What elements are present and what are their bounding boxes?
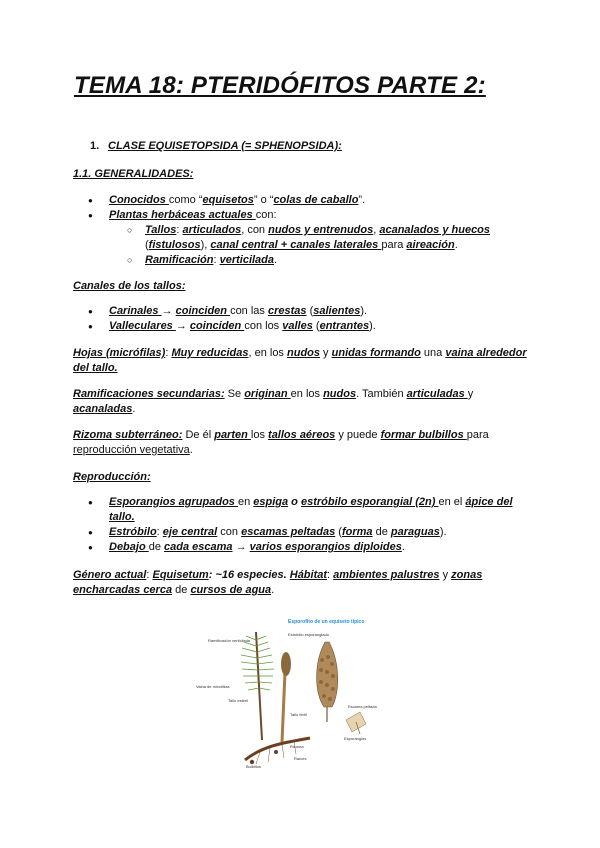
text-run: ( — [145, 239, 149, 251]
rizoma-paragraph — [73, 428, 528, 458]
text-run: para — [466, 429, 489, 441]
text-run: → — [175, 320, 190, 332]
section-number: 1. — [90, 140, 100, 152]
text-run: Carinales — [109, 305, 162, 317]
text-run: Esporangios agrupados — [109, 496, 238, 508]
text-run: . — [189, 444, 193, 456]
text-run: , — [373, 224, 380, 236]
text-run: canal central + canales laterales — [210, 239, 382, 251]
text-run: ). — [369, 320, 376, 332]
text-run: entrantes — [319, 320, 370, 332]
text-run: , en los — [248, 347, 287, 359]
text-run: De él — [182, 429, 215, 441]
text-run: eje central — [162, 526, 218, 538]
text-run: de — [148, 541, 165, 553]
text-run: ( — [335, 526, 342, 538]
text-run: Valleculares — [109, 320, 176, 332]
text-run: con — [217, 526, 242, 538]
label-tallo-fertil: Tallo fértil — [290, 712, 307, 717]
text-run: Rizoma subterráneo: — [73, 429, 183, 441]
label-vaina: Vaina de micrófilas — [196, 684, 230, 689]
subsection-heading: 1.1. GENERALIDADES: — [73, 168, 194, 180]
ramificaciones-paragraph — [73, 387, 528, 417]
sub-list-item — [109, 253, 528, 268]
label-estrobilo: Estróbilo esporangiado — [288, 632, 329, 637]
text-run: para — [381, 239, 407, 251]
list-item — [73, 495, 528, 525]
text-run: → — [161, 305, 176, 317]
strobilus-detail — [317, 642, 338, 722]
text-run: fistulosos — [148, 239, 201, 251]
list-item — [73, 540, 528, 555]
genero-paragraph — [73, 568, 528, 598]
text-run: crestas — [267, 305, 307, 317]
text-run: Plantas herbáceas actuales — [109, 209, 256, 221]
text-run: de — [172, 584, 191, 596]
page-title: TEMA 18: PTERIDÓFITOS PARTE 2: — [74, 72, 486, 99]
text-run: reproducción vegetativa — [73, 444, 190, 456]
sterile-stem — [241, 632, 274, 740]
section-heading — [90, 140, 342, 152]
text-run: y puede — [335, 429, 381, 441]
text-run: ambientes palustres — [333, 569, 440, 581]
text-run: Hojas (micrófilas) — [73, 347, 166, 359]
label-raices: Raíces — [294, 756, 307, 761]
label-esporangios: Esporangios — [344, 736, 367, 741]
text-run: ). — [360, 305, 368, 317]
text-run: parten — [214, 429, 251, 441]
label-tallo-esteril: Tallo estéril — [228, 698, 249, 703]
text-run: articuladas — [406, 388, 468, 400]
text-run: o — [288, 496, 301, 508]
text-run: ”. — [358, 194, 366, 206]
text-run: . — [454, 239, 458, 251]
text-run: : — [176, 224, 183, 236]
label-escama: Escama peltada — [348, 704, 377, 709]
reproduccion-list — [73, 495, 528, 555]
text-run: . — [274, 254, 278, 266]
text-run: unidas formando — [331, 347, 421, 359]
text-run: escamas peltadas — [241, 526, 336, 538]
text-run: tallos aéreos — [268, 429, 336, 441]
text-run: forma — [341, 526, 373, 538]
text-run: con los — [244, 320, 283, 332]
text-run: coinciden — [189, 320, 245, 332]
text-run: cursos de agua — [190, 584, 272, 596]
text-run: Estróbilo — [109, 526, 157, 538]
text-run: : — [146, 569, 153, 581]
text-run: : — [327, 569, 334, 581]
text-run: Hábitat — [289, 569, 328, 581]
text-run: verticilada — [219, 254, 275, 266]
fertile-stem — [281, 652, 291, 742]
text-run: zonas encharcadas cerca — [73, 569, 483, 596]
text-run: . También — [356, 388, 407, 400]
text-run: . — [132, 403, 136, 415]
text-run: colas de caballo — [273, 194, 359, 206]
text-run: Se — [224, 388, 245, 400]
list-item — [73, 193, 528, 208]
text-run: articulados — [182, 224, 242, 236]
text-run: Género actual — [73, 569, 147, 581]
text-run: paraguas — [390, 526, 440, 538]
text-run: con las — [230, 305, 268, 317]
sub-list — [109, 223, 528, 268]
text-run: salientes — [313, 305, 361, 317]
text-run: y — [467, 388, 474, 400]
label-bulbillos: Bulbillos — [246, 764, 261, 769]
text-run: Muy reducidas — [171, 347, 249, 359]
text-run: acanalados y huecos — [379, 224, 491, 236]
hojas-paragraph — [73, 346, 528, 376]
text-run: Ramificación — [145, 254, 214, 266]
text-run: Equisetum — [152, 569, 209, 581]
text-run: . — [401, 541, 405, 553]
text-run: vaina alrededor del tallo. — [73, 347, 527, 374]
text-run: nudos y entrenudos — [268, 224, 374, 236]
text-run: valles — [282, 320, 313, 332]
text-run: aireación — [406, 239, 455, 251]
text-run: con: — [255, 209, 277, 221]
list-item — [73, 319, 528, 334]
text-run: en los — [290, 388, 324, 400]
text-run: ), — [200, 239, 211, 251]
text-run: nudos — [323, 388, 357, 400]
text-run: cada escama — [164, 541, 233, 553]
text-run: originan — [244, 388, 291, 400]
sub-list-item — [109, 223, 528, 253]
text-run: ( — [306, 305, 314, 317]
canales-list — [73, 304, 528, 334]
figure-title: Esporofito de un equiseto típico — [288, 619, 365, 625]
text-run: Tallos — [145, 224, 177, 236]
reproduccion-heading: Reproducción: — [73, 471, 151, 483]
text-run: los — [250, 429, 269, 441]
text-run: ” o “ — [253, 194, 274, 206]
text-run: , con — [241, 224, 269, 236]
text-run: nudos — [287, 347, 320, 359]
text-run: . — [271, 584, 275, 596]
text-run: Ramificaciones secundarias: — [73, 388, 225, 400]
text-run: coinciden — [175, 305, 231, 317]
text-run: ( — [312, 320, 320, 332]
text-run: Debajo — [109, 541, 149, 553]
text-run: formar bulbillos — [380, 429, 467, 441]
text-run: ápice del tallo. — [109, 496, 513, 523]
text-run: en — [237, 496, 254, 508]
section-title: CLASE EQUISETOPSIDA (= SPHENOPSIDA): — [108, 140, 342, 152]
text-run: : — [156, 526, 163, 538]
list-item — [73, 208, 528, 268]
text-run: Conocidos — [109, 194, 169, 206]
text-run: de — [372, 526, 391, 538]
canales-heading: Canales de los tallos: — [73, 280, 186, 292]
text-run: y — [439, 569, 452, 581]
text-run: estróbilo esporangial (2n) — [300, 496, 439, 508]
text-run: : ~16 especies. — [208, 569, 290, 581]
label-ramificacion: Ramificación verticilada — [208, 638, 251, 643]
equiseto-illustration — [190, 612, 410, 772]
text-run: : — [213, 254, 220, 266]
text-run: acanaladas — [73, 403, 133, 415]
text-run: : — [165, 347, 172, 359]
list-item — [73, 525, 528, 540]
text-run: → — [232, 541, 250, 553]
text-run: como “ — [168, 194, 203, 206]
equiseto-svg — [190, 612, 410, 772]
generalidades-list — [73, 193, 528, 268]
text-run: en el — [438, 496, 466, 508]
text-run: equisetos — [202, 194, 254, 206]
label-rizoma: Rizoma — [290, 744, 304, 749]
text-run: espiga — [253, 496, 289, 508]
text-run: una — [420, 347, 446, 359]
text-run: varios esporangios diploides — [249, 541, 402, 553]
text-run: y — [320, 347, 332, 359]
text-run: ). — [439, 526, 447, 538]
list-item — [73, 304, 528, 319]
peltate-scale — [346, 712, 366, 734]
